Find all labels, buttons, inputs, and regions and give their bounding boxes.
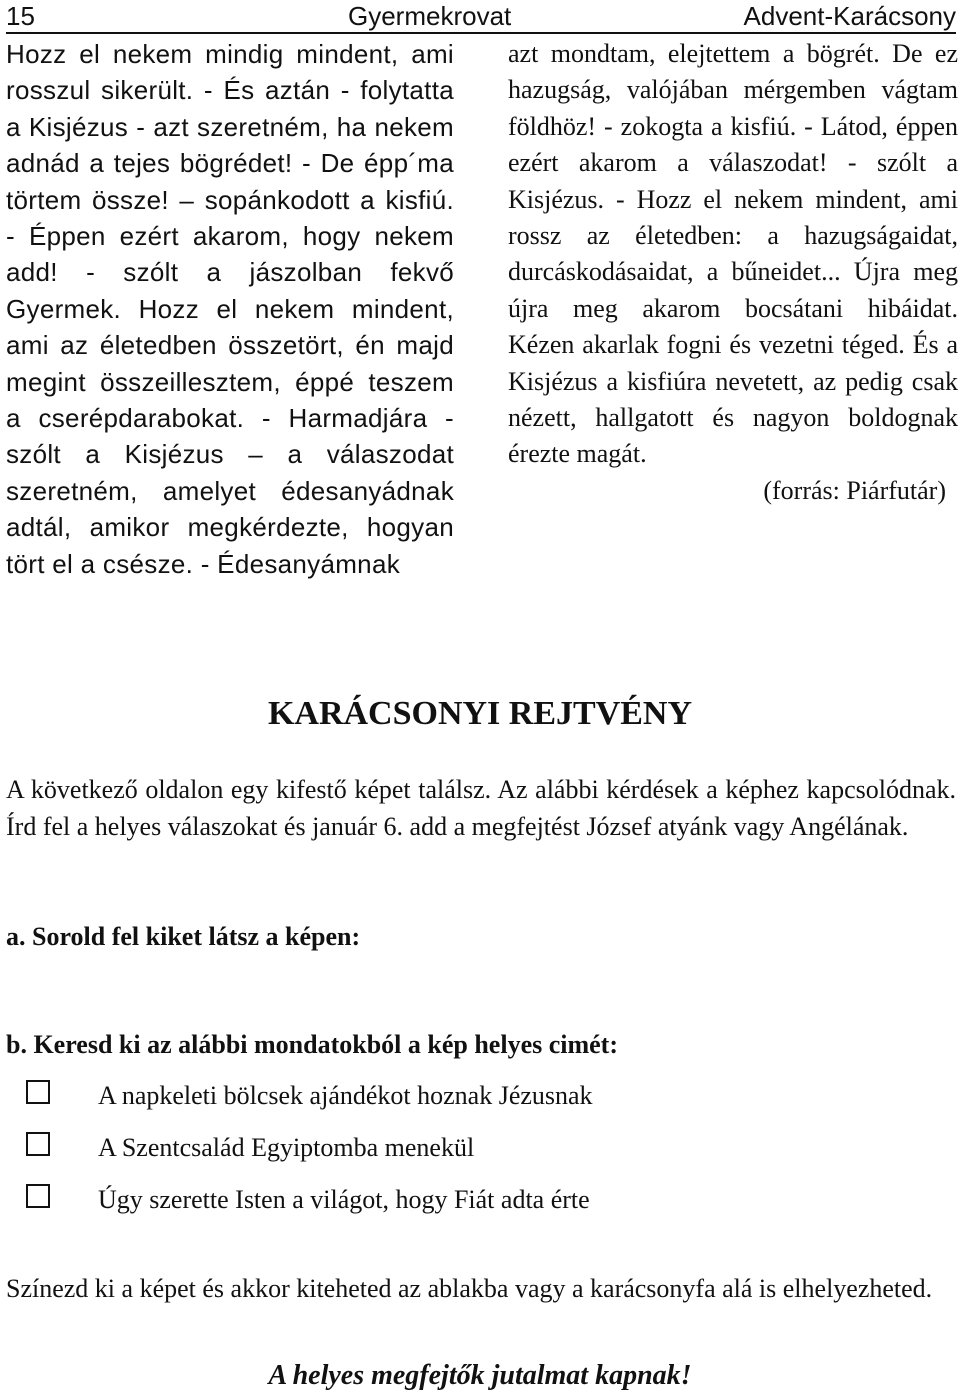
- option-label: Úgy szerette Isten a világot, hogy Fiát adta érte: [98, 1185, 590, 1214]
- title-option: [26, 1178, 946, 1230]
- closing-instruction: Színezd ki a képet és akkor kiteheted az ablakba vagy a karácsonyfa alá is elhelyezheted.: [6, 1274, 933, 1303]
- section-title: Advent-Karácsony: [743, 1, 956, 31]
- magazine-title: Gyermekrovat: [348, 1, 512, 31]
- page-header: [6, 0, 956, 34]
- option-label: A Szentcsalád Egyiptomba menekül: [98, 1133, 475, 1162]
- story-source: (forrás: Piárfutár): [763, 475, 946, 505]
- option-checkbox-1[interactable]: [26, 1080, 50, 1104]
- page-number: 15: [6, 1, 35, 31]
- puzzle-title: KARÁCSONYI REJTVÉNY: [267, 695, 693, 732]
- option-label: A napkeleti bölcsek ajándékot hoznak Jézusnak: [98, 1081, 593, 1110]
- puzzle-intro: A következő oldalon egy kifestő képet találsz. Az alábbi kérdések a képhez kapcsolódnak. Írd fel a helyes válaszokat és január 6. add a megfejtést József atyánk vagy Angélának.: [6, 775, 956, 841]
- title-option: [26, 1074, 946, 1126]
- story-right-column: [508, 36, 958, 509]
- question-a: a. Sorold fel kiket látsz a képen:: [6, 922, 361, 951]
- story-text-left: Hozz el nekem mindig mindent, ami rosszul sikerült. - És aztán - folytatta a Kisjézus - azt szeretném, ha nekem adnád a tejes bögrédet! - De épp´ma törtem össze! – sopánkodott a kisfiú. - Éppen ezért akarom, hogy nekem add! - szólt a jászolban fekvő Gyermek. Hozz el nekem mindent, ami az életedben összetört, én majd megint összeillesztem, éppé teszem a cserépdarabokat. - Harmadjára - szólt a Kisjézus – a válaszodat szeretném, amelyet édesanyádnak adtál, amikor megkérdezte, hogyan tört el a csésze. - Édesanyámnak: [6, 39, 454, 579]
- story-left-column: [6, 36, 454, 582]
- story-text-right: azt mondtam, elejtettem a bögrét. De ez hazugság, valójában mérgemben vágtam földhöz! - zokogta a kisfiú. - Látod, éppen ezért akarom a válaszodat! - szólt a Kisjézus. - Hozz el nekem mindent, ami rossz az életedben: a hazugságaidat, durcáskodásaidat, a bűneidet... Újra meg újra meg akarom bocsátani hibáidat. Kézen akarlak fogni és vezetni téged. És a Kisjézus a kisfiúra nevetett, az pedig csak nézett, hallgatott és nagyon boldognak érezte magát.: [508, 39, 958, 469]
- reward-note: A helyes megfejtők jutalmat kapnak!: [268, 1360, 692, 1391]
- title-option: [26, 1126, 946, 1178]
- option-checkbox-3[interactable]: [26, 1184, 50, 1208]
- option-checkbox-2[interactable]: [26, 1132, 50, 1156]
- title-options-list: [26, 1074, 946, 1230]
- question-b: b. Keresd ki az alábbi mondatokból a kép helyes cimét:: [6, 1030, 619, 1059]
